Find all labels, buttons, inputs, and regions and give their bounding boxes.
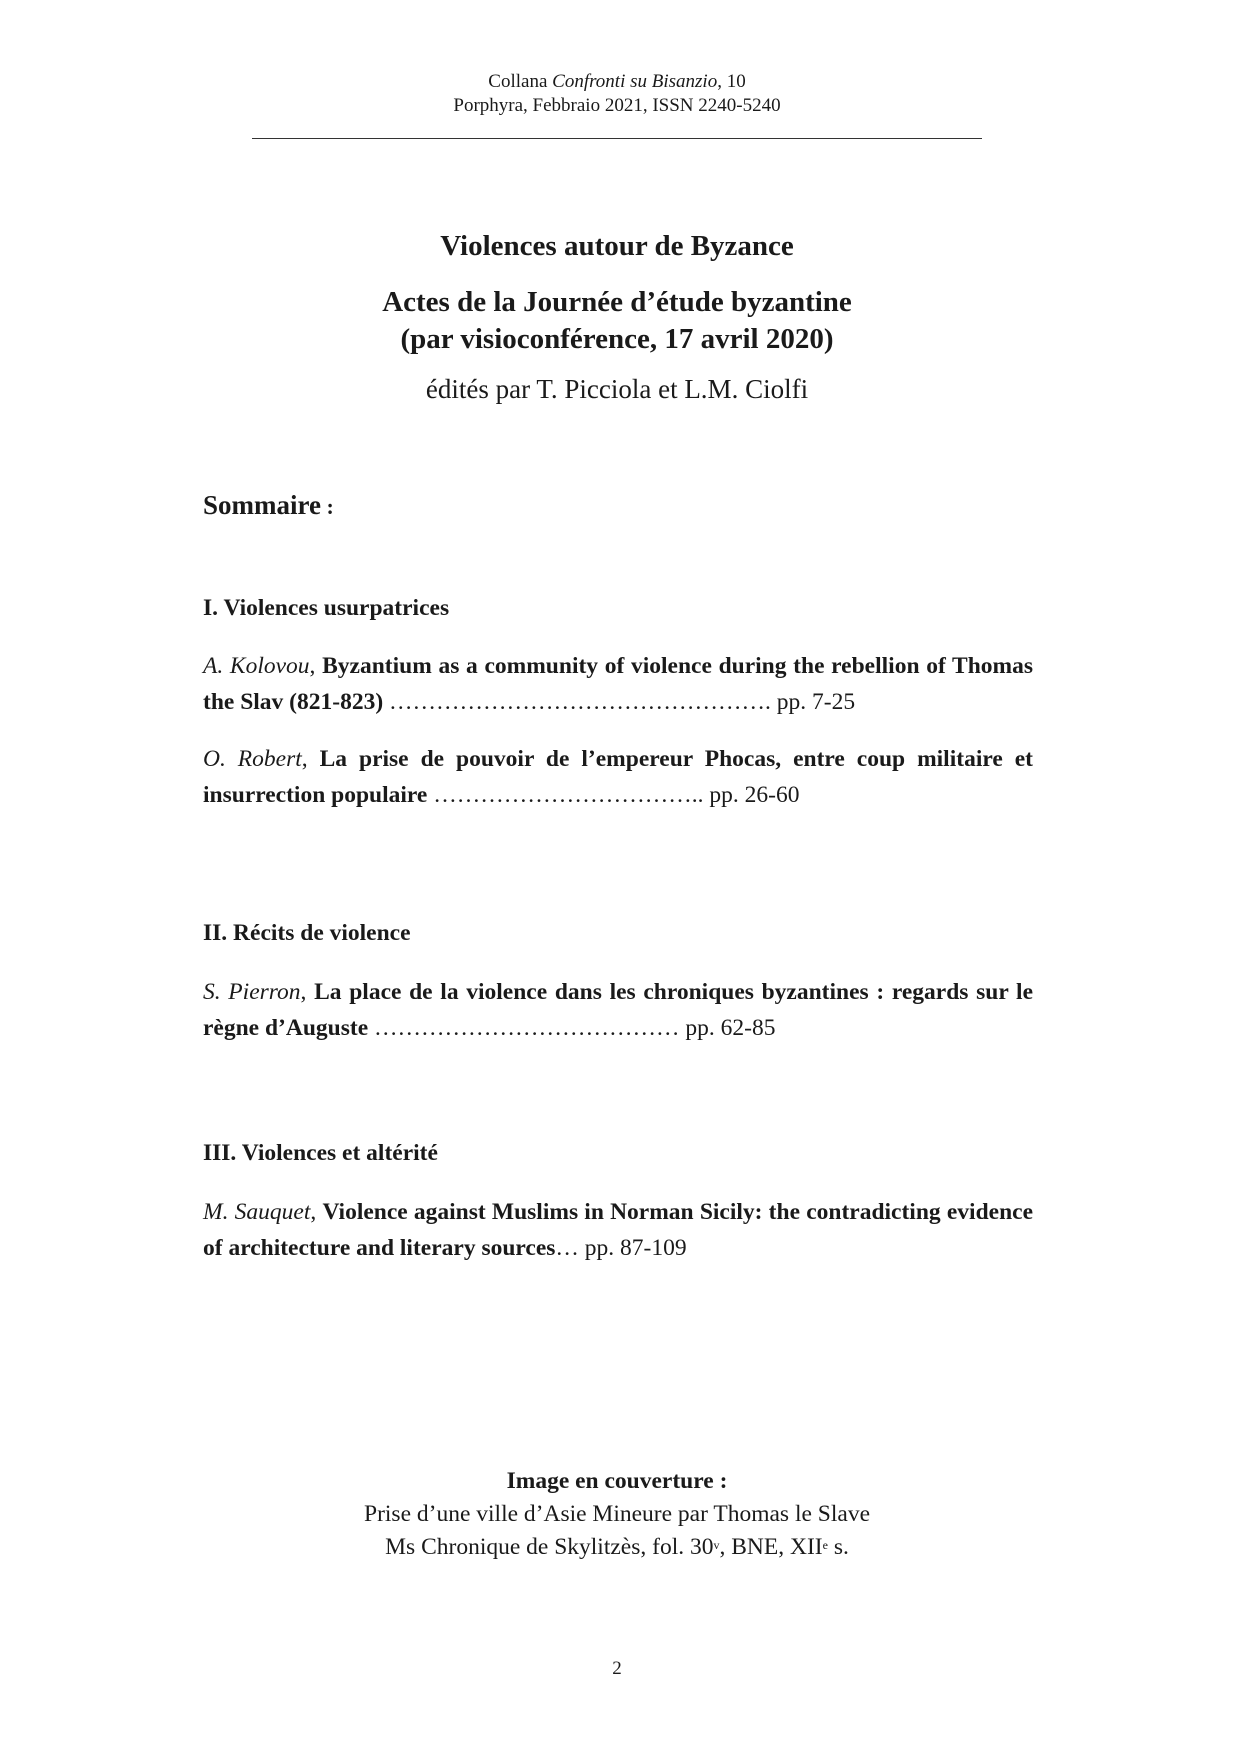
entry-pages: ………………………………… pp. 62-85 xyxy=(368,1015,776,1041)
section-heading: II. Récits de violence xyxy=(203,920,411,946)
cover-description: Prise d’une ville d’Asie Mineure par Thomas le Slave xyxy=(364,1501,870,1527)
cover-source-library: , BNE, XII xyxy=(719,1534,823,1560)
running-header xyxy=(0,70,1234,118)
entry-author: S. Pierron xyxy=(203,979,301,1005)
section-heading: I. Violences usurpatrices xyxy=(203,595,450,621)
entry-separator: , xyxy=(300,979,315,1005)
toc-entry[interactable] xyxy=(203,648,1033,720)
series-number: , 10 xyxy=(717,71,746,92)
entry-pages: …………………………….. pp. 26-60 xyxy=(427,782,800,808)
entry-pages: … pp. 87-109 xyxy=(555,1235,687,1261)
header-rule xyxy=(252,138,982,139)
entry-author: O. Robert xyxy=(203,746,302,772)
section-2 xyxy=(203,915,1033,951)
entry-title: Byzantium as a community of violence during the rebellion of Thomas the Slav (821-823) xyxy=(203,653,1033,715)
entry-separator: , xyxy=(301,746,320,772)
series-name: Confronti su Bisanzio xyxy=(552,71,718,92)
toc-entry[interactable] xyxy=(203,1194,1033,1266)
volume-title: Violences autour de Byzance xyxy=(440,230,794,262)
proceedings-title xyxy=(0,284,1234,358)
toc-entry[interactable] xyxy=(203,741,1033,813)
summary-heading xyxy=(203,490,334,521)
page-number: 2 xyxy=(612,1658,622,1679)
entry-separator: , xyxy=(309,653,323,679)
cover-source-text: Ms Chronique de Skylitzès, fol. 30 xyxy=(385,1534,714,1560)
cover-caption: Image en couverture : xyxy=(506,1468,728,1494)
section-1 xyxy=(203,590,1033,626)
cover-source xyxy=(0,1531,1234,1564)
verso-superscript: v xyxy=(713,1538,720,1552)
toc-entry[interactable] xyxy=(203,974,1033,1046)
entry-author: M. Sauquet xyxy=(203,1199,311,1225)
proceedings-title-line-1: Actes de la Journée d’étude byzantine xyxy=(382,286,852,318)
proceedings-title-line-2: (par visioconférence, 17 avril 2020) xyxy=(400,323,834,355)
publisher-line: Porphyra, Febbraio 2021, ISSN 2240-5240 xyxy=(453,95,781,116)
editors-line: édités par T. Picciola et L.M. Ciolfi xyxy=(425,374,809,404)
entry-title: Violence against Muslims in Norman Sicily: the contradicting evidence of architecture and literary sources xyxy=(203,1199,1033,1261)
summary-colon: : xyxy=(320,494,334,519)
section-3 xyxy=(203,1135,1033,1171)
entry-title: La prise de pouvoir de l’empereur Phocas, entre coup militaire et insurrection populaire xyxy=(203,746,1034,808)
series-prefix: Collana xyxy=(488,71,553,92)
entry-author: A. Kolovou xyxy=(203,653,310,679)
title-block xyxy=(0,228,1234,406)
entry-separator: , xyxy=(310,1199,323,1225)
entry-title: La place de la violence dans les chroniques byzantines : regards sur le règne d’Auguste xyxy=(203,979,1034,1041)
series-line xyxy=(0,70,1234,94)
cover-source-century: s. xyxy=(827,1534,849,1560)
section-heading: III. Violences et altérité xyxy=(203,1140,438,1166)
entry-pages: …………………………………………. pp. 7-25 xyxy=(383,689,856,715)
cover-credit xyxy=(0,1465,1234,1564)
summary-label: Sommaire xyxy=(203,490,321,520)
century-superscript: e xyxy=(822,1538,828,1552)
